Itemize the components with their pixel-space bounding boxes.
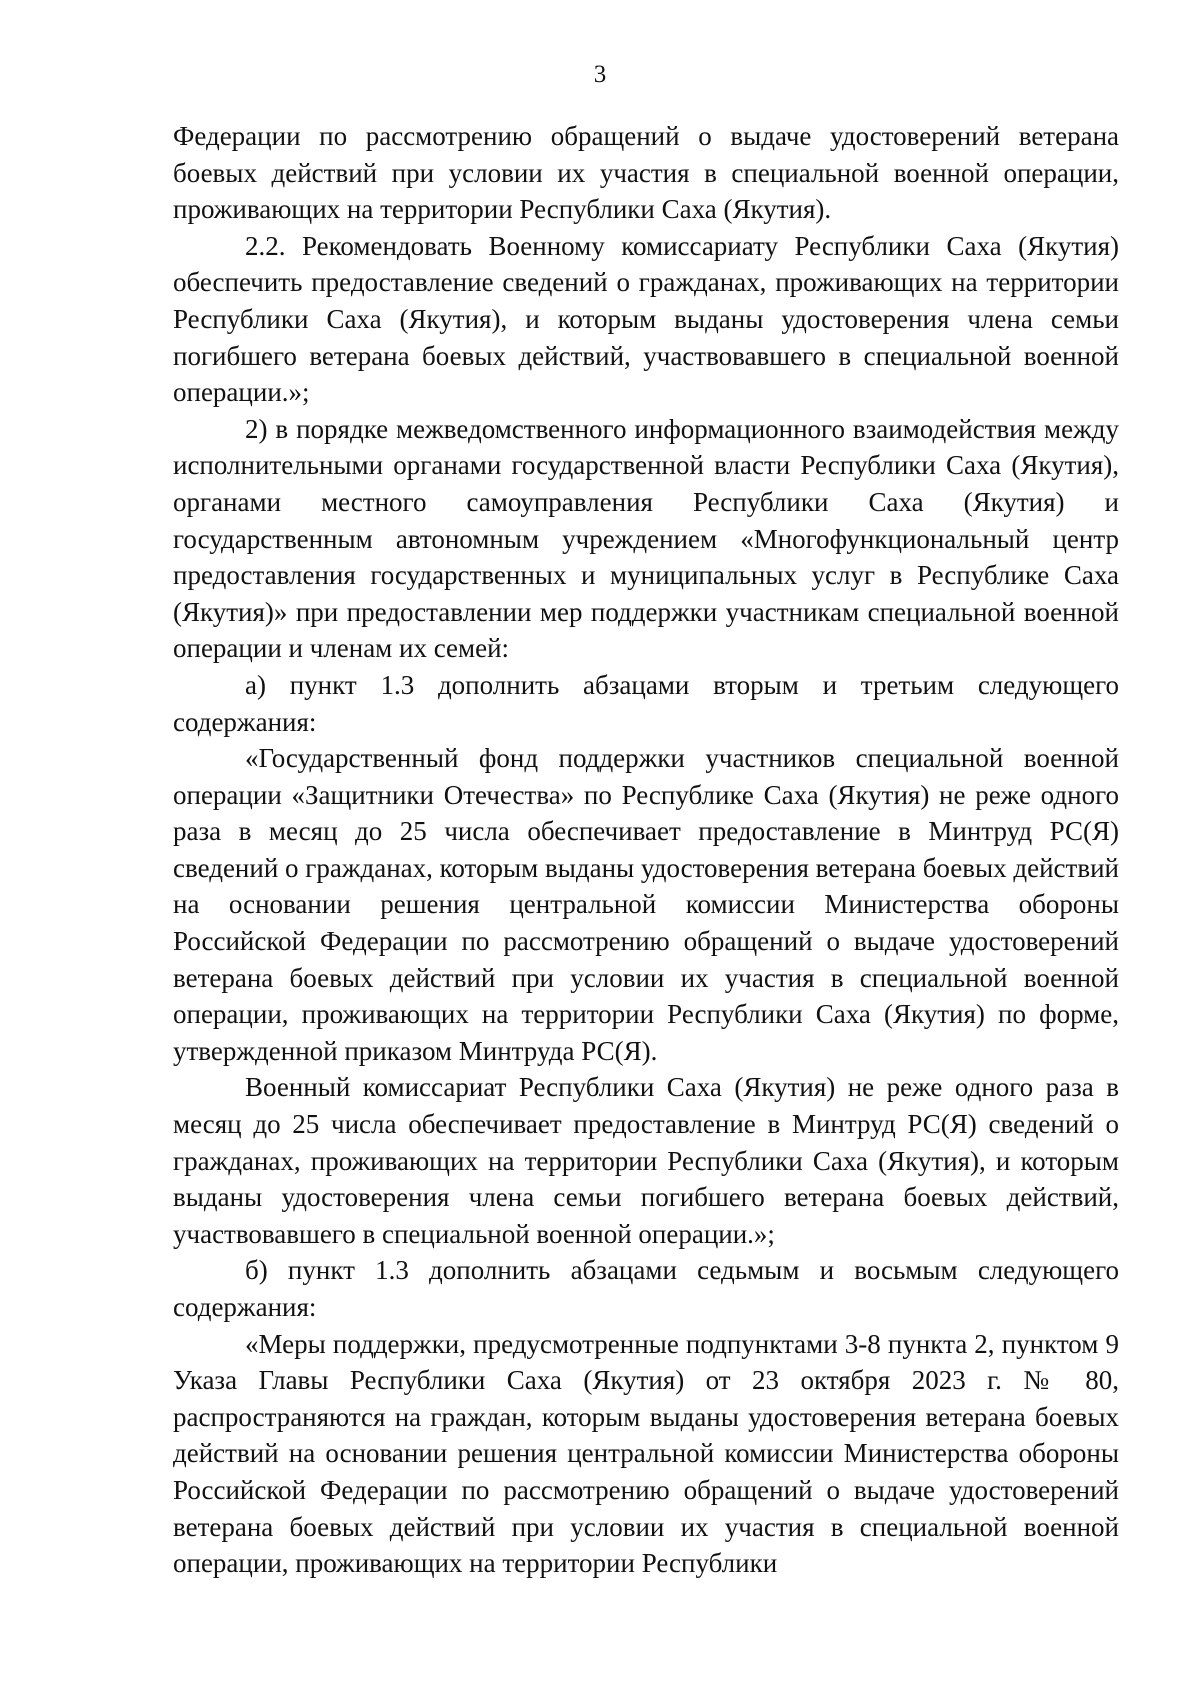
paragraph-subitem-b: б) пункт 1.3 дополнить абзацами седьмым и восьмым следующего содержания:: [173, 1255, 1119, 1322]
paragraph-continuation: Федерации по рассмотрению обращений о выдаче удостоверений ветерана боевых действий при условии их участия в специальной военной операции, проживающих на территории Республики Саха (Якутия).: [173, 121, 1119, 225]
page-number: 3: [593, 61, 607, 88]
paragraph-quote-commissariat: Военный комиссариат Республики Саха (Якутия) не реже одного раза в месяц до 25 числа обеспечивает предоставление в Минтруд РС(Я) сведений о гражданах, проживающих на территории Республики Саха (Якутия), и которым выданы удостоверения члена семьи погибшего ветерана боевых действий, участвовавшего в специальной военной операции.»;: [173, 1072, 1119, 1249]
document-body: [173, 118, 1119, 1582]
paragraph-quote-fund: «Государственный фонд поддержки участников специальной военной операции «Защитники Отечества» по Республике Саха (Якутия) не реже одного раза в месяц до 25 числа обеспечивает предоставление в Минтруд РС(Я) сведений о гражданах, которым выданы удостоверения ветерана боевых действий на основании решения центральной комиссии Министерства обороны Российской Федерации по рассмотрению обращений о выдаче удостоверений ветерана боевых действий при условии их участия в специальной военной операции, проживающих на территории Республики Саха (Якутия) по форме, утвержденной приказом Минтруда РС(Я).: [173, 743, 1119, 1066]
paragraph-quote-measures: «Меры поддержки, предусмотренные подпунктами 3-8 пункта 2, пунктом 9 Указа Главы Республики Саха (Якутия) от 23 октября 2023 г. № 80, распространяются на граждан, которым выданы удостоверения ветерана боевых действий на основании решения центральной комиссии Министерства обороны Российской Федерации по рассмотрению обращений о выдаче удостоверений ветерана боевых действий при условии их участия в специальной военной операции, проживающих на территории Республики: [173, 1328, 1119, 1579]
paragraph-2-2: 2.2. Рекомендовать Военному комиссариату Республики Саха (Якутия) обеспечить предоставление сведений о гражданах, проживающих на территории Республики Саха (Якутия), и которым выданы удостоверения члена семьи погибшего ветерана боевых действий, участвовавшего в специальной военной операции.»;: [173, 230, 1119, 408]
paragraph-item-2: 2) в порядке межведомственного информационного взаимодействия между исполнительными органами государственной власти Республики Саха (Якутия), органами местного самоуправления Республики Саха (Якутия) и государственным автономным учреждением «Многофункциональный центр предоставления государственных и муниципальных услуг в Республике Саха (Якутия)» при предоставлении мер поддержки участникам специальной военной операции и членам их семей:: [173, 413, 1119, 664]
paragraph-subitem-a: а) пункт 1.3 дополнить абзацами вторым и третьим следующего содержания:: [173, 669, 1119, 737]
